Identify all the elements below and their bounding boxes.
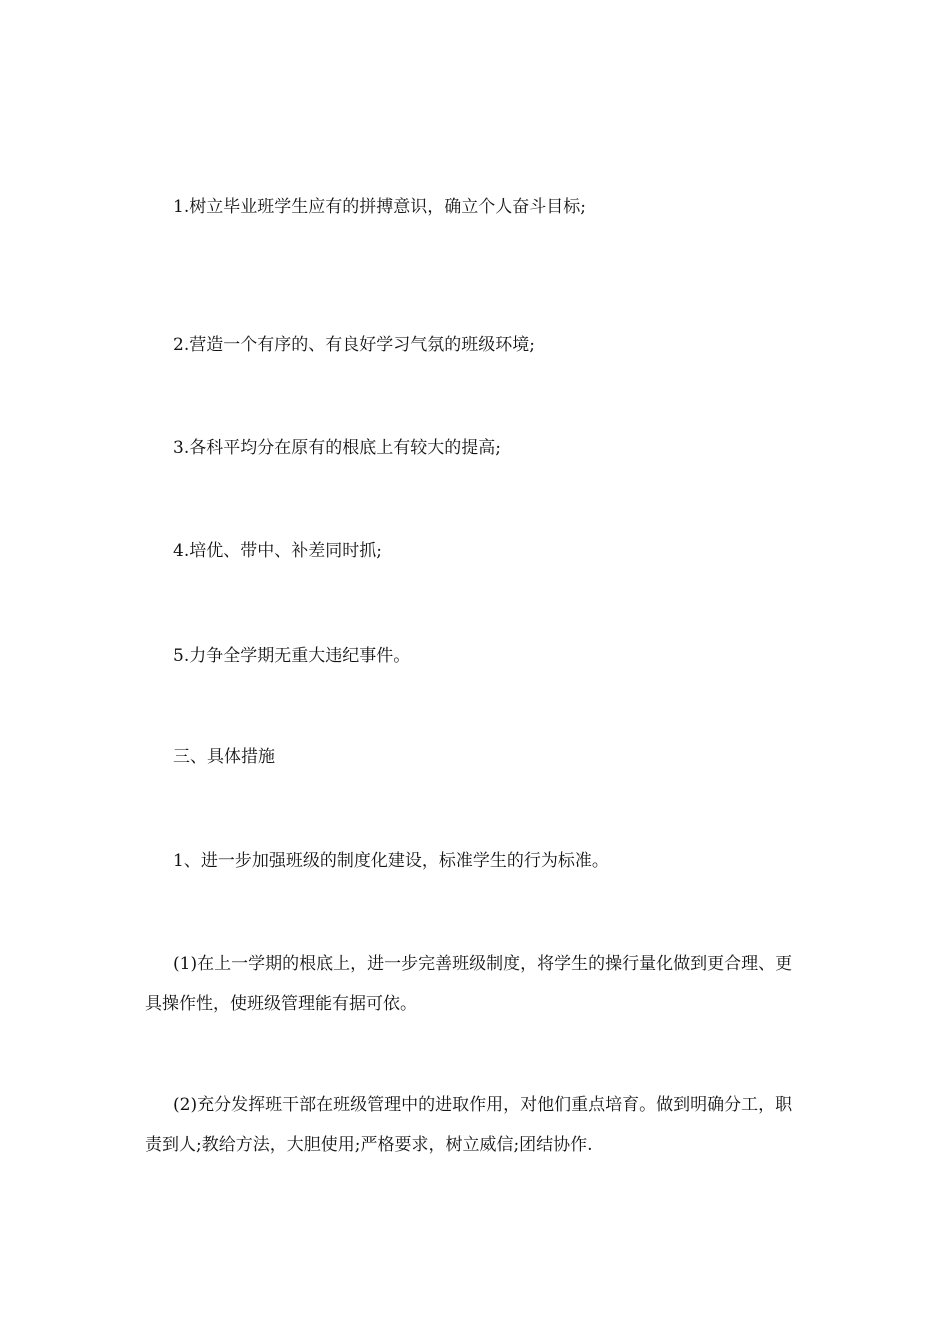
sub-point-1: (1)在上一学期的根底上，进一步完善班级制度，将学生的操行量化做到更合理、更具操作性，使班级管理能有据可依。 <box>145 954 793 1014</box>
goal-item-4: 4.培优、带中、补差同时抓; <box>173 541 382 561</box>
section-heading: 三、具体措施 <box>173 747 275 767</box>
goal-item-5: 5.力争全学期无重大违纪事件。 <box>173 646 411 666</box>
sub-point-2: (2)充分发挥班干部在班级管理中的进取作用，对他们重点培育。做到明确分工，职责到人;教给方法，大胆使用;严格要求，树立威信;团结协作. <box>145 1095 793 1155</box>
goal-item-1: 1.树立毕业班学生应有的拼搏意识，确立个人奋斗目标; <box>173 197 586 217</box>
goal-item-3: 3.各科平均分在原有的根底上有较大的提高; <box>173 438 501 458</box>
measure-item-1: 1、进一步加强班级的制度化建设，标准学生的行为标准。 <box>173 851 609 871</box>
goal-item-2: 2.营造一个有序的、有良好学习气氛的班级环境; <box>173 335 535 355</box>
